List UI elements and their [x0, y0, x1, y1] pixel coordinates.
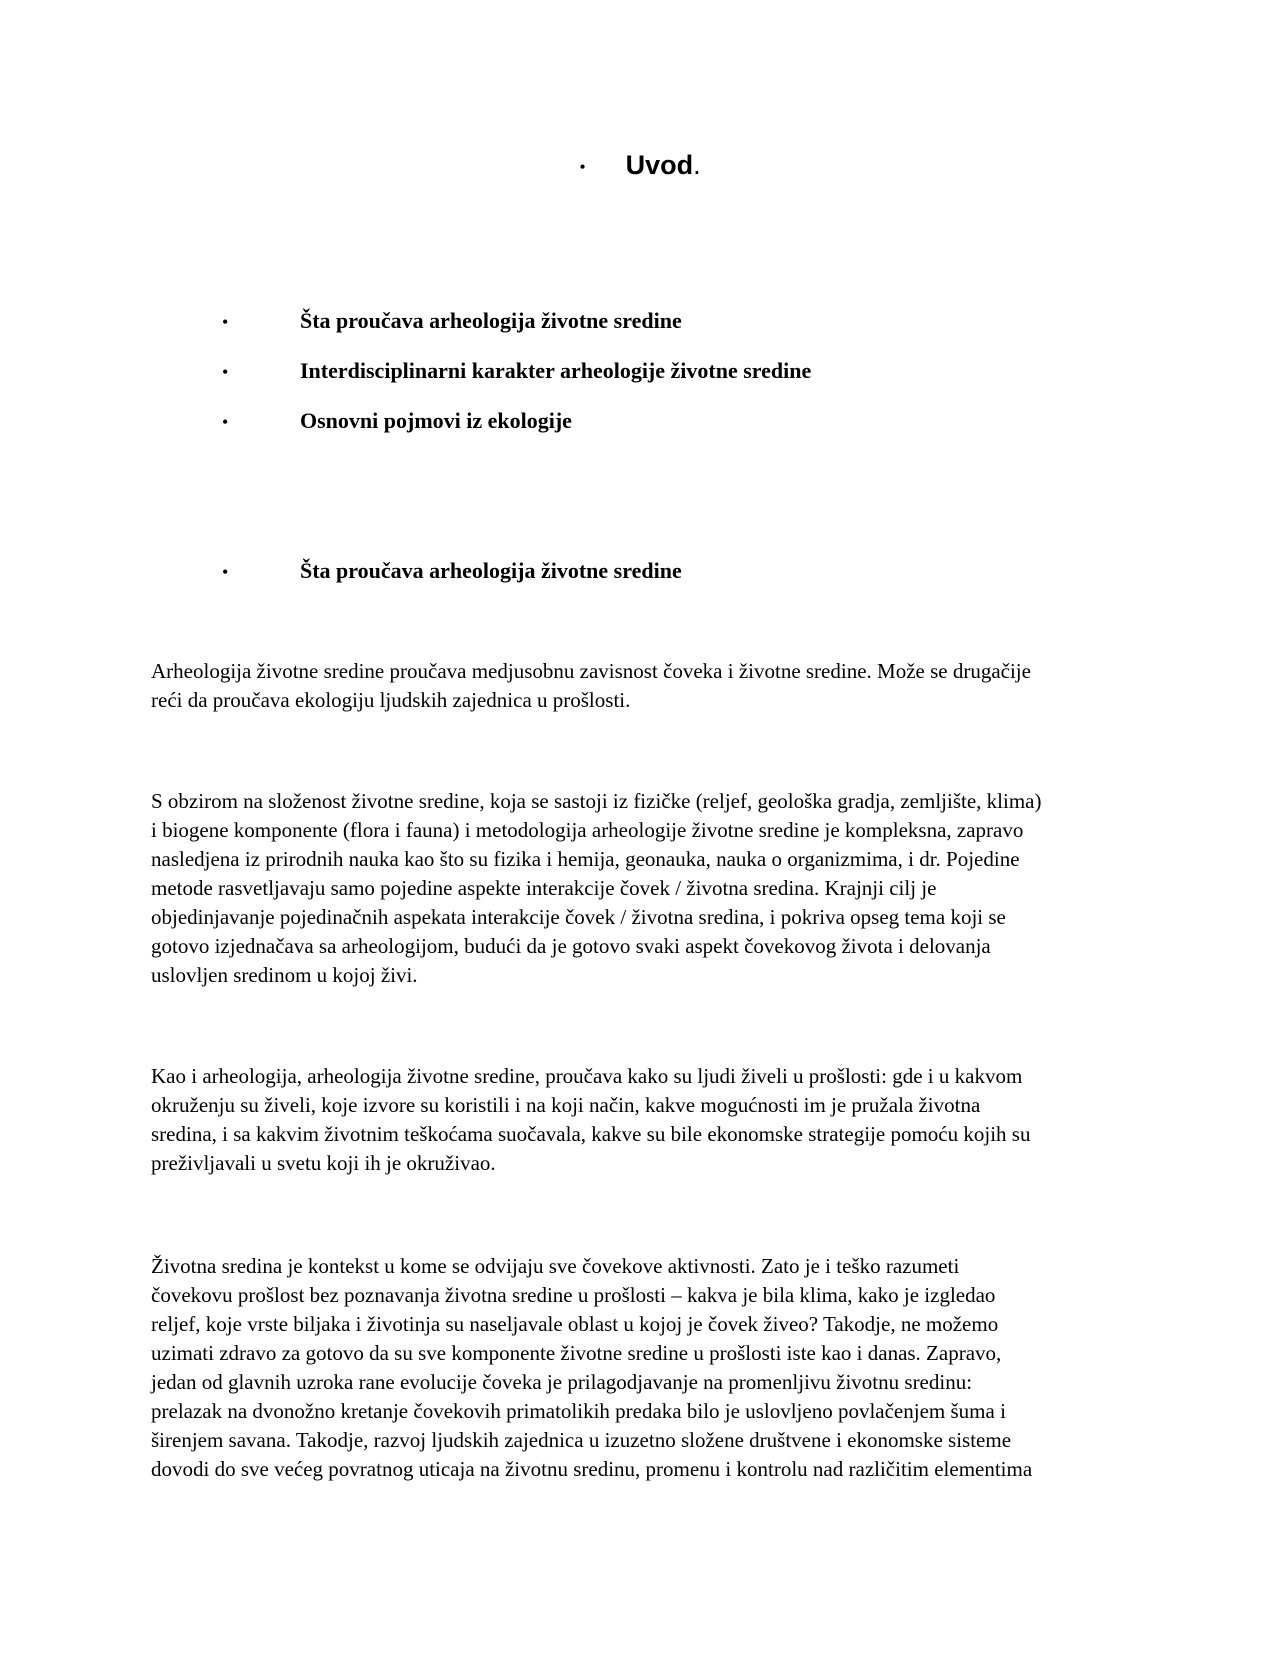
title-bullet: • [579, 156, 586, 177]
title-text: Uvod [625, 150, 694, 180]
paragraph-line: reći da proučava ekologiju ljudskih zajednica u prošlosti. [151, 688, 631, 712]
paragraph-line: čovekovu prošlost bez poznavanja životna sredine u prošlosti – kakva je bila klima, kako je izgledao [151, 1283, 996, 1307]
paragraph-line: sredina, i sa kakvim životnim teškoćama suočavala, kakve su bile ekonomske strategije pomoću kojih su [151, 1122, 1031, 1146]
bullet-icon: • [222, 562, 229, 582]
outline-item [222, 407, 572, 436]
bullet-icon: • [222, 312, 229, 332]
paragraph-line: Arheologija životne sredine proučava medjusobnu zavisnost čoveka i životne sredine. Može se drugačije [151, 659, 1031, 683]
paragraph-line: gotovo izjednačava sa arheologijom, budući da je gotovo svaki aspekt čovekovog života i delovanja [151, 934, 991, 958]
outline-item [222, 307, 682, 336]
outline-item [222, 357, 811, 386]
paragraph-line: i biogene komponente (flora i fauna) i metodologija arheologije životne sredine je kompleksna, zapravo [151, 818, 1024, 842]
paragraph [151, 787, 1141, 990]
outline-item-label: Šta proučava arheologija životne sredine [300, 308, 682, 333]
page-title [0, 148, 1280, 184]
paragraph-line: okruženju su živeli, koje izvore su koristili i na koji način, kakve mogućnosti im je pružala životna [151, 1093, 981, 1117]
paragraph-line: Životna sredina je kontekst u kome se odvijaju sve čovekove aktivnosti. Zato je i teško razumeti [151, 1254, 960, 1278]
paragraph [151, 1252, 1141, 1484]
paragraph-line: preživljavali u svetu koji ih je okruživao. [151, 1151, 496, 1175]
section-heading [222, 557, 682, 586]
title-period: . [693, 150, 701, 180]
paragraph-line: S obzirom na složenost životne sredine, koja se sastoji iz fizičke (reljef, geološka gradja, zemljište, klima) [151, 789, 1042, 813]
paragraph-line: dovodi do sve većeg povratnog uticaja na životnu sredinu, promenu i kontrolu nad različitim elementima [151, 1457, 1033, 1481]
paragraph-line: jedan od glavnih uzroka rane evolucije čoveka je prilagodjavanje na promenljivu životnu sredinu: [151, 1370, 973, 1394]
paragraph-line: objedinjavanje pojedinačnih aspekata interakcije čovek / životna sredina, i pokriva opseg tema koji se [151, 905, 1006, 929]
paragraph [151, 657, 1141, 715]
paragraph-line: reljef, koje vrste biljaka i životinja su naseljavale oblast u kojoj je čovek živeo? Takodje, ne možemo [151, 1312, 999, 1336]
outline-item-label: Osnovni pojmovi iz ekologije [300, 408, 572, 433]
paragraph-line: metode rasvetljavaju samo pojedine aspekte interakcije čovek / životna sredina. Krajnji cilj je [151, 876, 937, 900]
paragraph-line: prelazak na dvonožno kretanje čovekovih primatolikih predaka bilo je uslovljeno povlačenjem šuma i [151, 1399, 1006, 1423]
bullet-icon: • [222, 412, 229, 432]
paragraph-line: širenjem savana. Takodje, razvoj ljudskih zajednica u izuzetno složene društvene i ekonomske sisteme [151, 1428, 1012, 1452]
section-heading-label: Šta proučava arheologija životne sredine [300, 558, 682, 583]
paragraph-line: Kao i arheologija, arheologija životne sredine, proučava kako su ljudi živeli u prošlosti: gde i u kakvom [151, 1064, 1023, 1088]
paragraph-line: uzimati zdravo za gotovo da su sve komponente životne sredine u prošlosti iste kao i danas. Zapravo, [151, 1341, 1002, 1365]
outline-item-label: Interdisciplinarni karakter arheologije životne sredine [300, 358, 812, 383]
bullet-icon: • [222, 362, 229, 382]
paragraph-line: nasledjena iz prirodnih nauka kao što su fizika i hemija, geonauka, nauka o organizmima, i dr. Pojedine [151, 847, 1020, 871]
paragraph-line: uslovljen sredinom u kojoj živi. [151, 963, 418, 987]
paragraph [151, 1062, 1141, 1178]
